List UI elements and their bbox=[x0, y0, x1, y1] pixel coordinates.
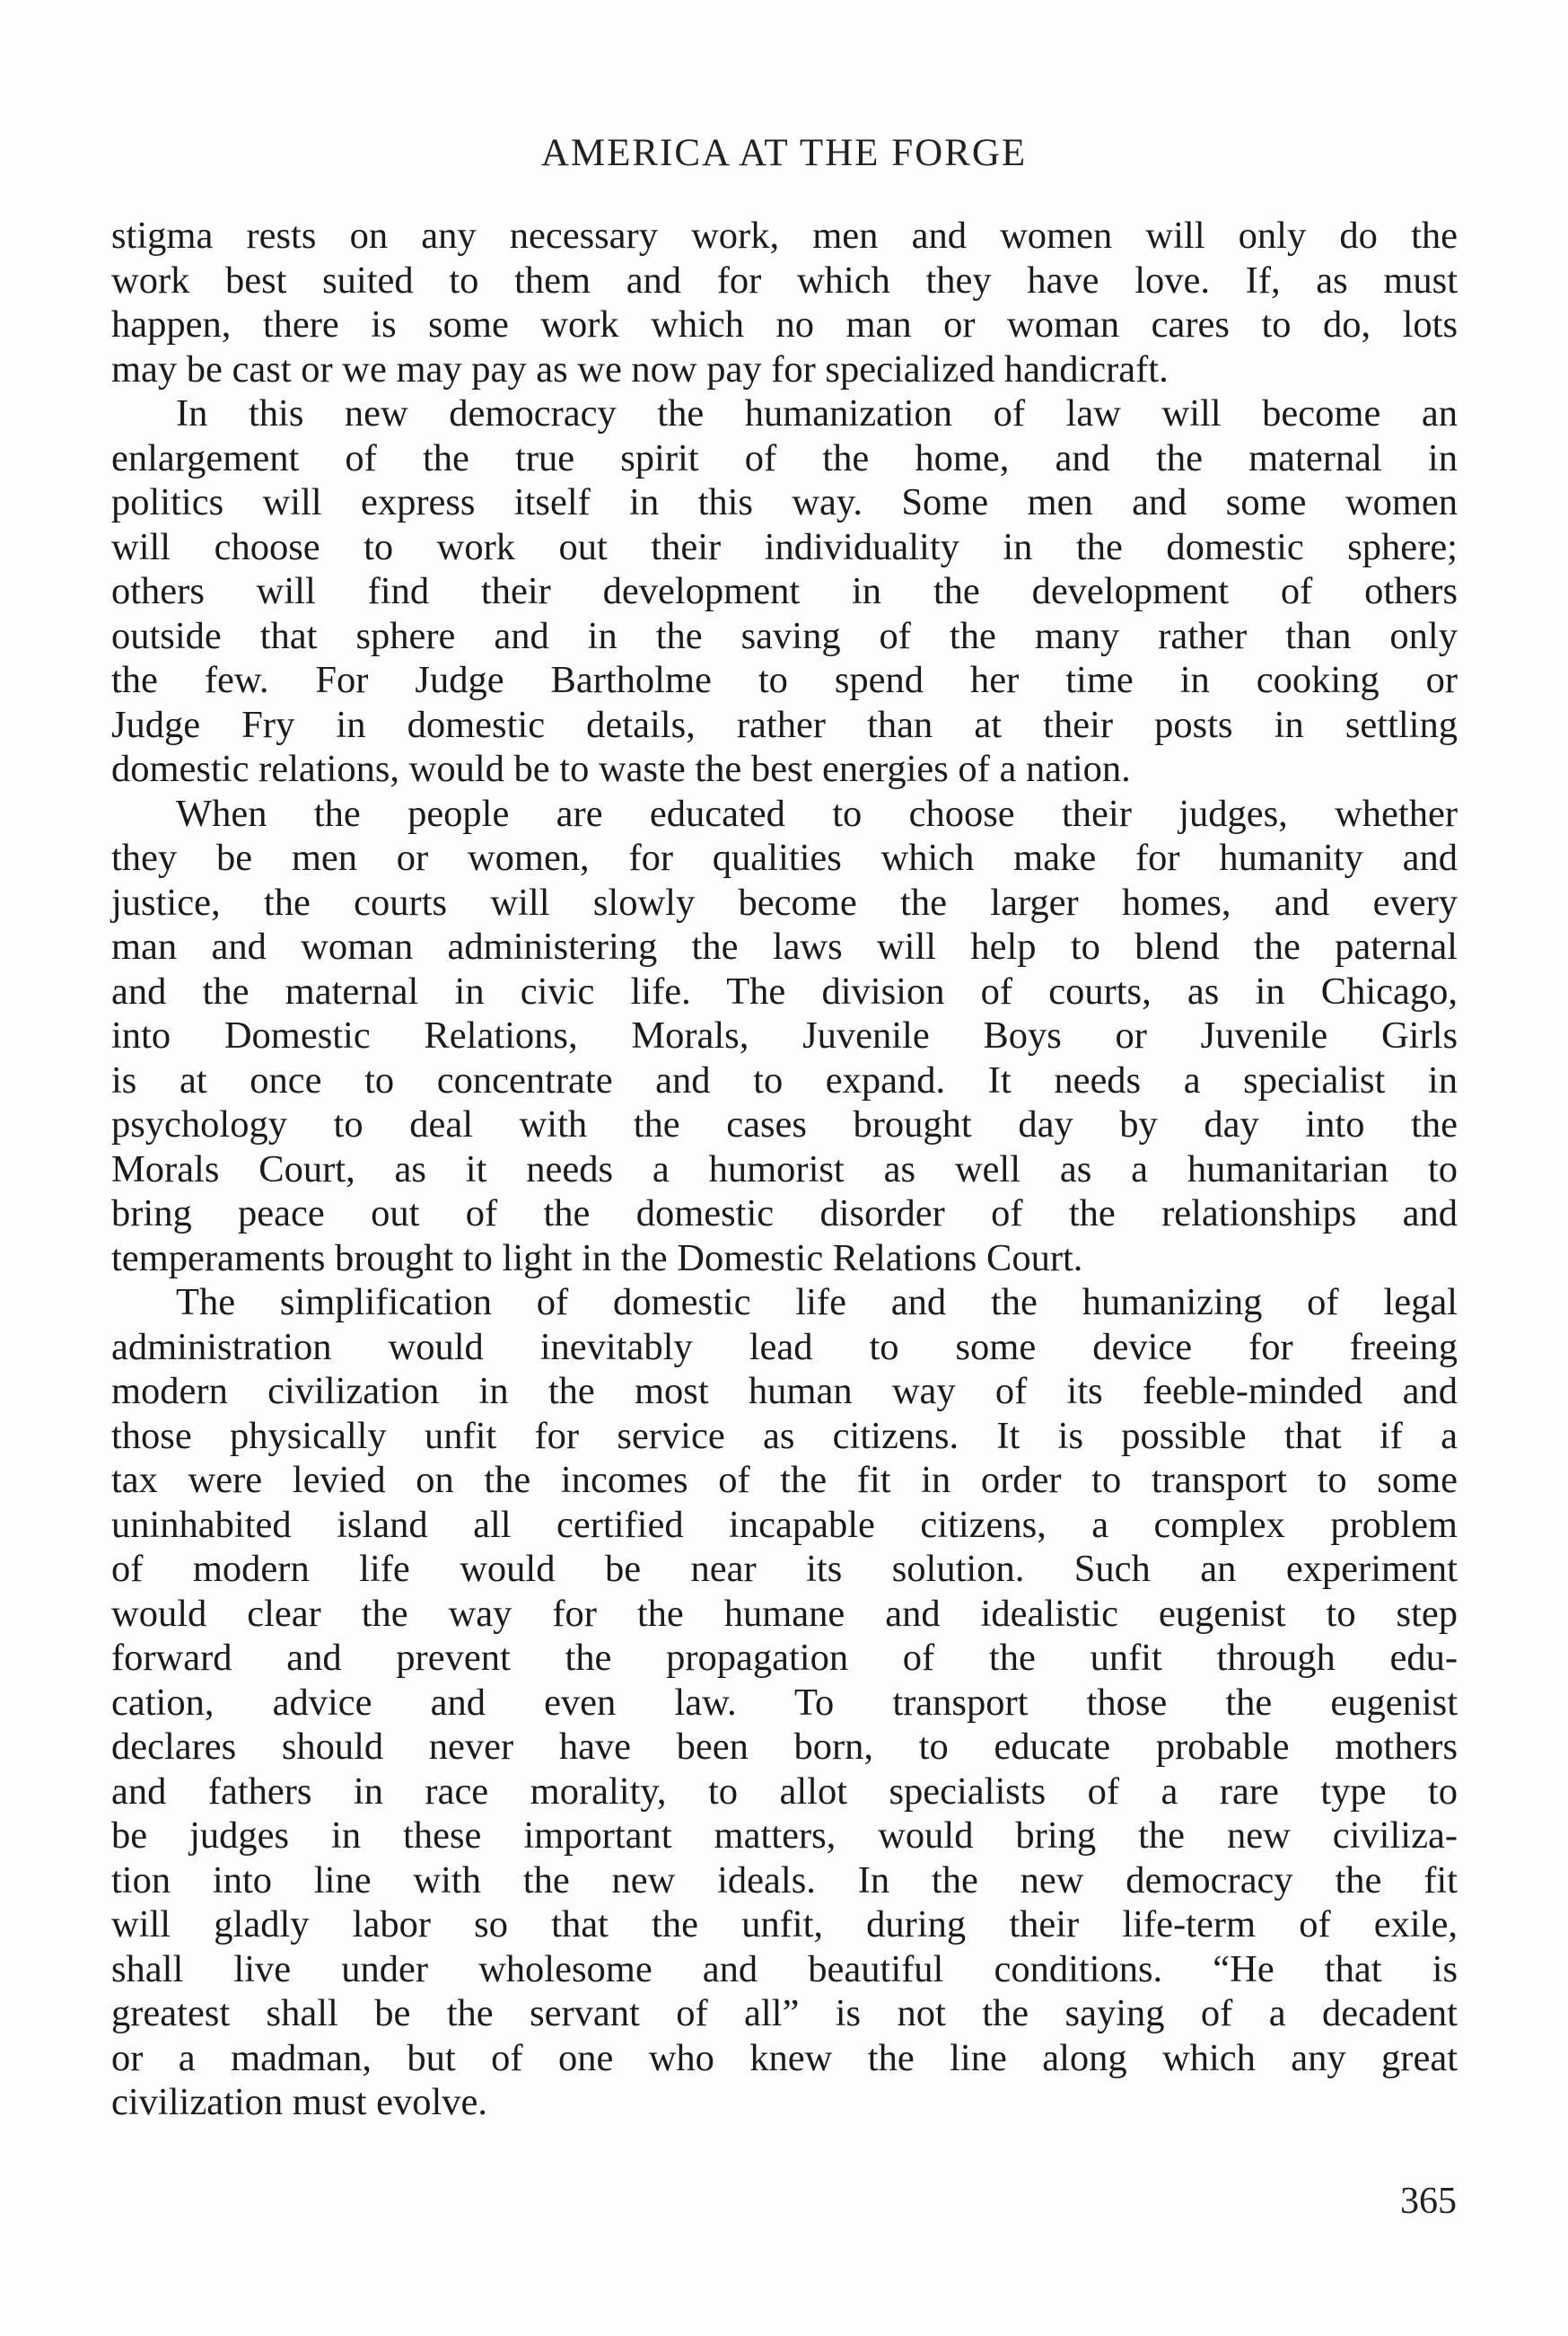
text-line: In this new democracy the humanization of law will become an bbox=[176, 392, 1458, 435]
paragraph bbox=[111, 792, 1458, 1281]
text-line: would clear the way for the humane and idealistic eugenist to step bbox=[111, 1592, 1458, 1635]
text-line: cation, advice and even law. To transport those the eugenist bbox=[111, 1681, 1458, 1724]
text-line: may be cast or we may pay as we now pay for specialized handicraft. bbox=[111, 347, 1169, 391]
paragraph bbox=[111, 214, 1458, 391]
paragraph bbox=[111, 391, 1458, 792]
text-line: civilization must evolve. bbox=[111, 2081, 488, 2123]
text-line: temperaments brought to light in the Domestic Relations Court. bbox=[111, 1236, 1083, 1279]
text-line: and the maternal in civic life. The division of courts, as in Chicago, bbox=[111, 970, 1458, 1013]
text-line: The simplification of domestic life and the humanizing of legal bbox=[176, 1281, 1458, 1323]
text-line: When the people are educated to choose their judges, whether bbox=[176, 792, 1458, 835]
paragraph bbox=[111, 1280, 1458, 2125]
text-line: justice, the courts will slowly become the larger homes, and every bbox=[111, 881, 1458, 924]
text-line: man and woman administering the laws will help to blend the paternal bbox=[111, 926, 1458, 968]
text-line: uninhabited island all certified incapable citizens, a complex problem bbox=[111, 1503, 1458, 1546]
text-line: outside that sphere and in the saving of the many rather than only bbox=[111, 614, 1458, 657]
text-line: of modern life would be near its solution. Such an experiment bbox=[111, 1548, 1458, 1590]
text-line: the few. For Judge Bartholme to spend her time in cooking or bbox=[111, 659, 1458, 701]
text-line: Morals Court, as it needs a humorist as well as a humanitarian to bbox=[111, 1147, 1458, 1190]
text-line: domestic relations, would be to waste the best energies of a nation. bbox=[111, 748, 1131, 790]
running-head: AMERICA AT THE FORGE bbox=[540, 132, 1028, 174]
text-line: tion into line with the new ideals. In the new democracy the fit bbox=[111, 1858, 1458, 1901]
text-line: Judge Fry in domestic details, rather than at their posts in settling bbox=[111, 703, 1458, 746]
text-line: bring peace out of the domestic disorder of the relationships and bbox=[111, 1192, 1458, 1234]
page-number: 365 bbox=[1400, 2181, 1457, 2222]
text-line: politics will express itself in this way. Some men and some women bbox=[111, 481, 1458, 523]
text-line: stigma rests on any necessary work, men and women will only do the bbox=[111, 215, 1458, 257]
text-line: shall live under wholesome and beautiful conditions. “He that is bbox=[111, 1947, 1458, 1990]
text-line: tax were levied on the incomes of the fit in order to transport to some bbox=[111, 1459, 1458, 1501]
text-line: will choose to work out their individuality in the domestic sphere; bbox=[111, 525, 1458, 568]
text-line: happen, there is some work which no man or woman cares to do, lots bbox=[111, 303, 1458, 346]
text-line: will gladly labor so that the unfit, during their life-term of exile, bbox=[111, 1903, 1458, 1945]
text-line: forward and prevent the propagation of the unfit through edu- bbox=[111, 1637, 1458, 1679]
text-line: psychology to deal with the cases brought day by day into the bbox=[111, 1103, 1458, 1146]
text-line: be judges in these important matters, would bring the new civiliza- bbox=[111, 1814, 1458, 1857]
text-line: those physically unfit for service as citizens. It is possible that if a bbox=[111, 1414, 1458, 1457]
text-line: greatest shall be the servant of all” is not the saying of a decadent bbox=[111, 1992, 1458, 2034]
text-line: into Domestic Relations, Morals, Juvenile Boys or Juvenile Girls bbox=[111, 1014, 1458, 1057]
text-line: they be men or women, for qualities which make for humanity and bbox=[111, 837, 1458, 879]
text-line: is at once to concentrate and to expand. It needs a specialist in bbox=[111, 1058, 1458, 1102]
text-line: enlargement of the true spirit of the home, and the maternal in bbox=[111, 436, 1458, 479]
text-line: others will find their development in the development of others bbox=[111, 570, 1458, 612]
text-line: declares should never have been born, to educate probable mothers bbox=[111, 1726, 1458, 1768]
text-line: work best suited to them and for which they have love. If, as must bbox=[111, 259, 1458, 302]
text-line: and fathers in race morality, to allot specialists of a rare type to bbox=[111, 1770, 1458, 1813]
text-line: modern civilization in the most human way of its feeble-minded and bbox=[111, 1370, 1458, 1412]
text-line: or a madman, but of one who knew the line along which any great bbox=[111, 2036, 1458, 2079]
body-text bbox=[111, 214, 1458, 2125]
text-line: administration would inevitably lead to some device for freeing bbox=[111, 1325, 1458, 1368]
